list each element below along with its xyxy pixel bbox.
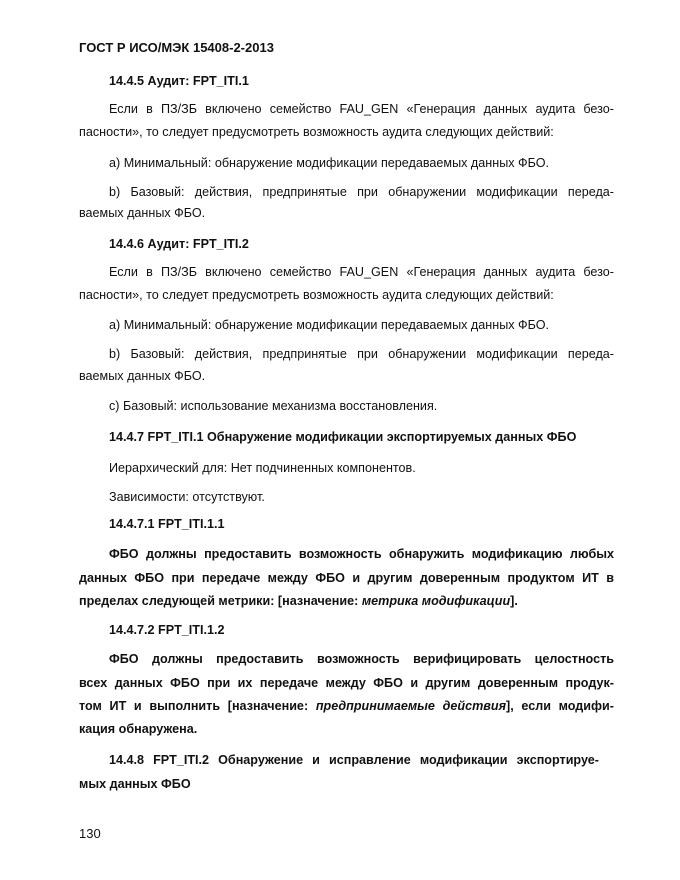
requirement-line: ФБО должны предоставить возможность обнаружить модификацию любых [109,547,614,561]
dependencies-text: Зависимости: отсутствуют. [109,490,265,504]
hierarchy-text: Иерархический для: Нет подчиненных компонентов. [109,461,416,475]
requirement-text: пределах следующей метрики: [назначение: [79,594,362,608]
requirement-line: кация обнаружена. [79,722,198,736]
subsection-heading-14-4-7-2: 14.4.7.2 FPT_ITI.1.2 [109,623,225,637]
paragraph-line: Если в ПЗ/ЗБ включено семейство FAU_GEN «Генерация данных аудита безо- [109,265,614,279]
requirement-line: всех данных ФБО при их передаче между ФБО и другим доверенным продук- [79,676,614,690]
list-item-b: b) Базовый: действия, предпринятые при обнаружении модификации переда- [109,185,614,199]
subsection-heading-14-4-7-1: 14.4.7.1 FPT_ITI.1.1 [109,517,225,531]
page-number: 130 [79,826,101,841]
list-item-a: a) Минимальный: обнаружение модификации передаваемых данных ФБО. [109,318,550,332]
paragraph-line: пасности», то следует предусмотреть возможность аудита следующих действий: [79,288,554,302]
section-heading-14-4-5: 14.4.5 Аудит: FPT_ITI.1 [109,74,249,88]
section-heading-14-4-6: 14.4.6 Аудит: FPT_ITI.2 [109,237,249,251]
requirement-line: ФБО должны предоставить возможность верифицировать целостность [109,652,614,666]
paragraph-line: Если в ПЗ/ЗБ включено семейство FAU_GEN «Генерация данных аудита безо- [109,102,614,116]
assignment-italic: метрика модификации [361,594,511,608]
requirement-text: том ИТ и выполнить [назначение: [79,699,316,713]
section-heading-14-4-8: 14.4.8 FPT_ITI.2 Обнаружение и исправление модификации экспортируе- [109,753,599,767]
section-heading-14-4-8-cont: мых данных ФБО [79,777,191,791]
section-heading-14-4-7: 14.4.7 FPT_ITI.1 Обнаружение модификации экспортируемых данных ФБО [109,430,577,444]
list-item-c: c) Базовый: использование механизма восстановления. [109,399,438,413]
requirement-line [79,698,614,714]
requirement-line: данных ФБО при передаче между ФБО и другим доверенным продуктом ИТ в [79,571,614,585]
requirement-text: ]. [510,594,518,608]
paragraph-line: пасности», то следует предусмотреть возможность аудита следующих действий: [79,125,554,139]
paragraph-line: ваемых данных ФБО. [79,369,206,383]
document-header: ГОСТ Р ИСО/МЭК 15408-2-2013 [79,40,274,55]
requirement-line [79,593,518,609]
list-item-b: b) Базовый: действия, предпринятые при обнаружении модификации переда- [109,347,614,361]
requirement-text: ], если модифи- [506,699,614,713]
assignment-italic: предпринимаемые действия [315,699,506,713]
list-item-a: a) Минимальный: обнаружение модификации передаваемых данных ФБО. [109,156,550,170]
paragraph-line: ваемых данных ФБО. [79,206,206,220]
